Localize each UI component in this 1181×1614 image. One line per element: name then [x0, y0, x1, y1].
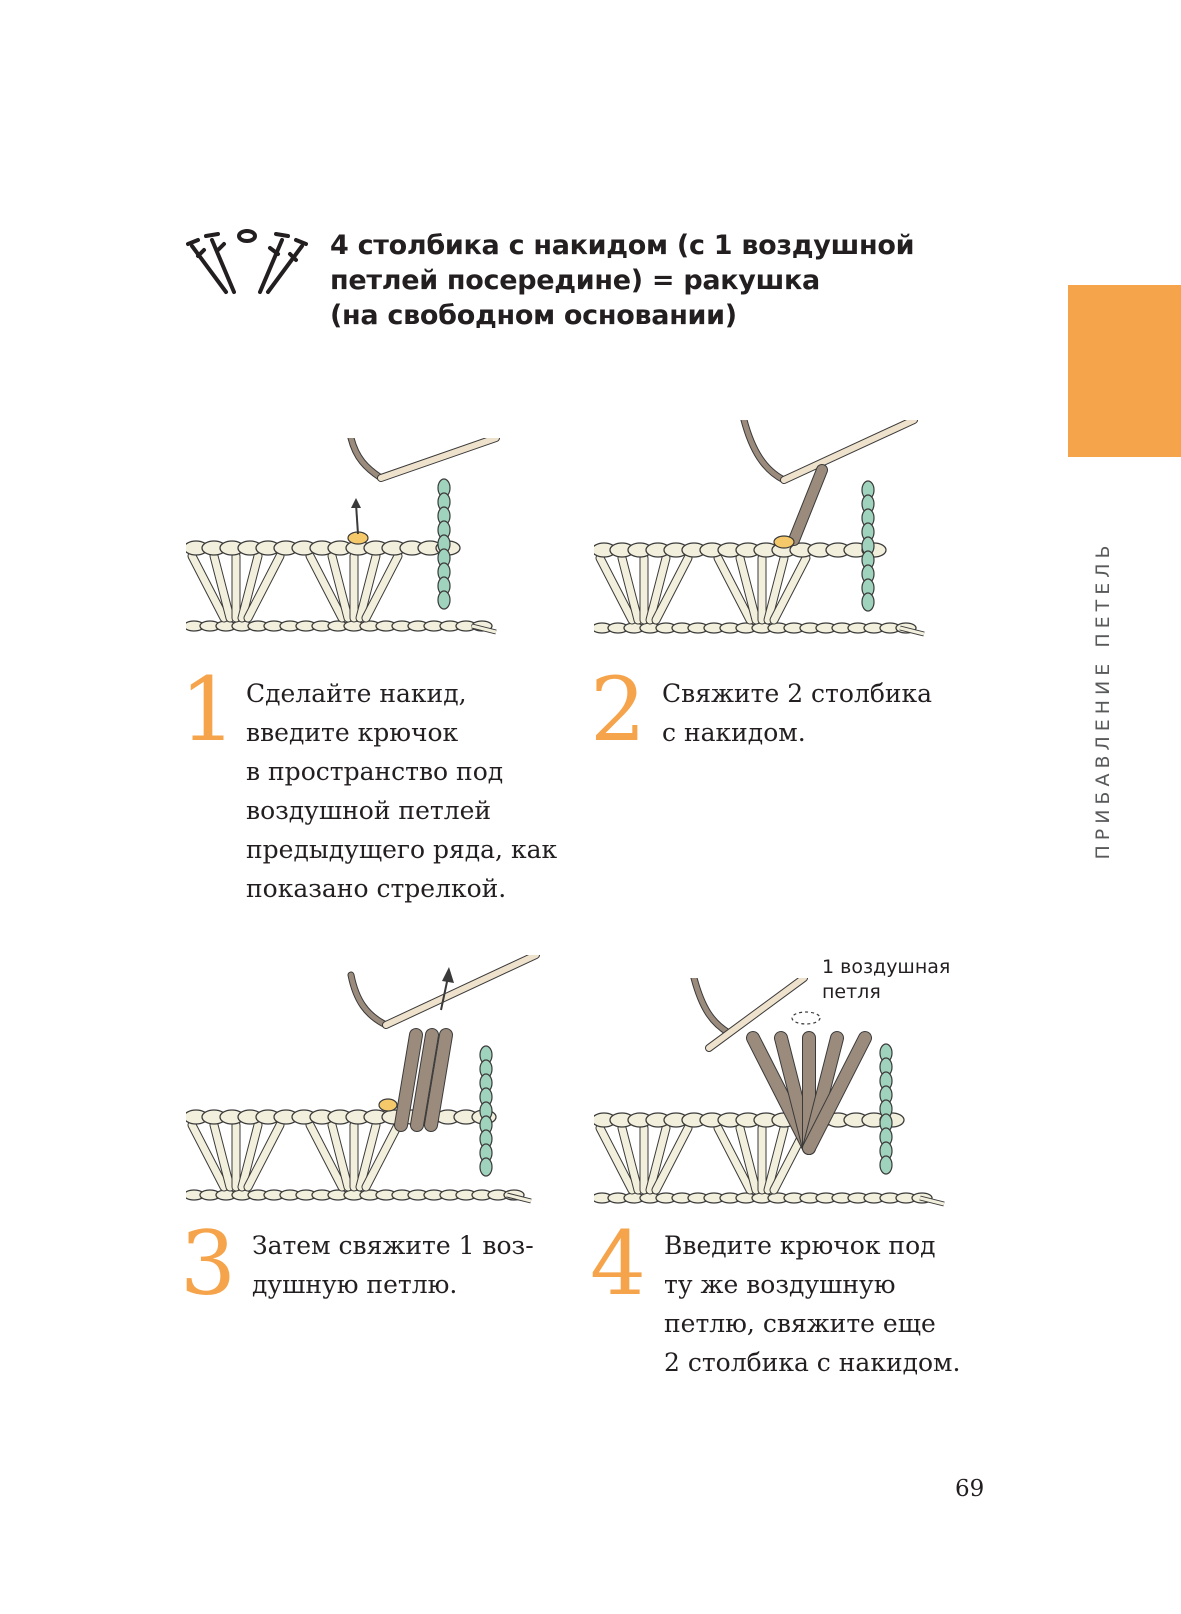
section-side-label [1092, 535, 1114, 865]
crochet-step-1-illustration [186, 438, 516, 660]
text-line: Свяжите 2 столбика [662, 679, 933, 708]
text-line: введите крючок [246, 718, 459, 747]
title-line: 4 столбика с накидом (с 1 воздушной [330, 230, 915, 261]
step-3-text [252, 1226, 534, 1304]
step-2-text [662, 674, 932, 752]
title-line: (на свободном основании) [330, 300, 737, 331]
text-line: в пространство под [246, 757, 504, 786]
side-label-text: ПРИБАВЛЕНИЕ ПЕТЕЛЬ [1092, 540, 1114, 860]
text-line: с накидом. [662, 718, 806, 747]
chain-stitch-annotation [822, 955, 950, 1005]
step-number: 4 [590, 1212, 646, 1315]
title-line: петлей посередине) = ракушка [330, 265, 820, 296]
shell-stitch-symbol-icon [186, 226, 308, 296]
page-number: 69 [955, 1476, 985, 1502]
text-line: Сделайте накид, [246, 679, 467, 708]
annotation-line: петля [822, 981, 881, 1003]
text-line: Затем свяжите 1 воз- [252, 1231, 534, 1260]
annotation-line: 1 воздушная [822, 956, 951, 978]
text-line: 2 столбика с накидом. [664, 1348, 961, 1377]
page-title [330, 228, 950, 333]
step-number: 3 [180, 1212, 236, 1315]
text-line: душную петлю. [252, 1270, 458, 1299]
crochet-step-4-illustration [594, 978, 959, 1215]
text-line: Введите крючок под [664, 1231, 936, 1260]
step-4-text [664, 1226, 960, 1382]
crochet-step-3-illustration [186, 955, 551, 1215]
step-number: 1 [180, 658, 236, 761]
text-line: показано стрелкой. [246, 874, 507, 903]
step-number: 2 [590, 658, 646, 761]
text-line: петлю, свяжите еще [664, 1309, 936, 1338]
text-line: воздушной петлей [246, 796, 492, 825]
step-1-text [246, 674, 557, 908]
text-line: ту же воздушную [664, 1270, 896, 1299]
crochet-step-2-illustration [594, 420, 944, 660]
section-tab [1068, 285, 1181, 457]
text-line: предыдущего ряда, как [246, 835, 558, 864]
